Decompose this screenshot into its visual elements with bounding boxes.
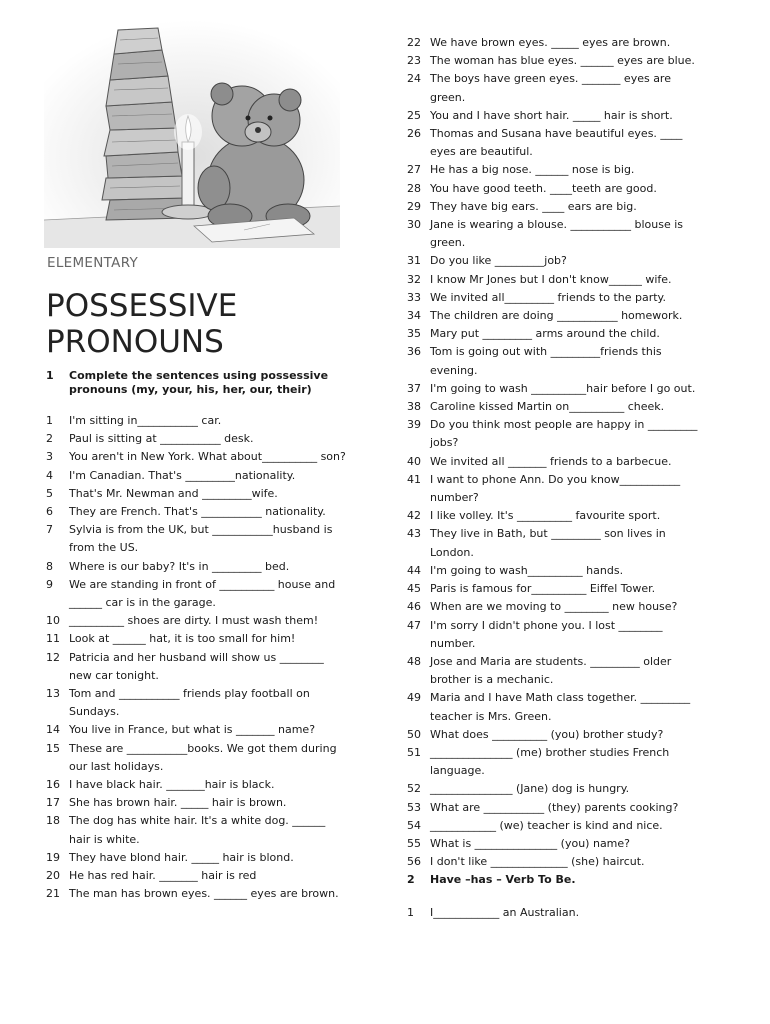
exercise-item <box>407 398 707 416</box>
item-number: 43 <box>407 527 421 541</box>
item-text: Where is our baby? It's in _________ bed. <box>69 559 290 573</box>
item-number: 44 <box>407 563 421 577</box>
item-number: 54 <box>407 818 421 832</box>
item-number: 51 <box>407 745 421 759</box>
item-number: 6 <box>46 505 53 519</box>
exercise-item <box>407 52 707 70</box>
item-text: They are French. That's ___________ nationality. <box>69 505 326 519</box>
item-text: He has red hair. _______ hair is red <box>69 869 257 883</box>
item-text: The woman has blue eyes. ______ eyes are blue. <box>430 54 695 68</box>
item-text: I want to phone Ann. Do you know___________ number? <box>430 472 681 505</box>
exercise-item <box>46 867 346 885</box>
item-text: You live in France, but what is _______ name? <box>69 723 316 737</box>
item-number: 40 <box>407 454 421 468</box>
item-text: Look at ______ hat, it is too small for him! <box>69 632 296 646</box>
exercise-number: 2 <box>407 873 415 887</box>
item-text: _______________ (me) brother studies French language. <box>430 745 670 778</box>
exercise-item <box>407 70 707 106</box>
exercise-item <box>407 289 707 307</box>
item-text: We invited all_________ friends to the party. <box>430 290 666 304</box>
item-text: I'm going to wash__________ hands. <box>430 563 624 577</box>
item-number: 52 <box>407 782 421 796</box>
item-text: The man has brown eyes. ______ eyes are brown. <box>69 887 339 901</box>
item-number: 4 <box>46 468 53 482</box>
exercise-item <box>407 780 707 798</box>
exercise-item <box>407 904 707 922</box>
item-number: 41 <box>407 472 421 486</box>
exercise-item <box>407 34 707 52</box>
exercise-item <box>407 107 707 125</box>
item-text: I don't like ______________ (she) haircut. <box>430 855 645 869</box>
item-text: We invited all _______ friends to a barbecue. <box>430 454 672 468</box>
item-number: 7 <box>46 523 53 537</box>
exercise-1-instruction <box>46 369 346 396</box>
exercise-item <box>46 430 346 448</box>
item-number: 39 <box>407 418 421 432</box>
item-number: 21 <box>46 887 60 901</box>
exercise-item <box>46 885 346 903</box>
exercise-item <box>46 812 346 848</box>
item-text: I____________ an Australian. <box>430 905 580 919</box>
item-text: I like volley. It's __________ favourite sport. <box>430 509 661 523</box>
item-number: 28 <box>407 181 421 195</box>
exercise-heading-text: Have –has – Verb To Be. <box>430 873 576 887</box>
item-text: Jose and Maria are students. _________ older brother is a mechanic. <box>430 654 672 687</box>
exercise-item <box>407 689 707 725</box>
item-number: 56 <box>407 855 421 869</box>
exercise-item <box>407 744 707 780</box>
books-candle-teddy-illustration <box>44 20 340 248</box>
exercise-item <box>407 416 707 452</box>
item-text: She has brown hair. _____ hair is brown. <box>69 796 287 810</box>
exercise-item <box>46 794 346 812</box>
exercise-item <box>407 525 707 561</box>
item-text: __________ shoes are dirty. I must wash them! <box>69 614 319 628</box>
exercise-item <box>407 307 707 325</box>
exercise-number: 1 <box>46 369 54 382</box>
exercise-item <box>46 849 346 867</box>
item-text: What is _______________ (you) name? <box>430 836 631 850</box>
item-text: Tom is going out with _________friends this evening. <box>430 345 662 377</box>
item-number: 36 <box>407 345 421 359</box>
item-text: These are ___________books. We got them during our last holidays. <box>69 741 337 773</box>
item-text: You aren't in New York. What about__________ son? <box>69 450 346 464</box>
item-number: 48 <box>407 654 421 668</box>
item-number: 20 <box>46 869 60 883</box>
item-text: Tom and ___________ friends play football on Sundays. <box>69 687 310 719</box>
item-number: 42 <box>407 509 421 523</box>
exercise-item <box>407 216 707 252</box>
title-line-1: POSSESSIVE <box>46 288 238 324</box>
item-number: 18 <box>46 814 60 828</box>
item-number: 46 <box>407 600 421 614</box>
exercise-item <box>46 612 346 630</box>
item-text: That's Mr. Newman and _________wife. <box>69 486 278 500</box>
exercise-item <box>407 453 707 471</box>
item-number: 23 <box>407 54 421 68</box>
item-number: 29 <box>407 199 421 213</box>
item-number: 30 <box>407 218 421 232</box>
exercise-item <box>407 125 707 161</box>
item-number: 17 <box>46 796 60 810</box>
item-number: 33 <box>407 290 421 304</box>
exercise-item <box>407 580 707 598</box>
item-number: 11 <box>46 632 60 646</box>
level-label: ELEMENTARY <box>47 255 139 271</box>
exercise-item <box>407 653 707 689</box>
item-text: Do you like _________job? <box>430 254 567 268</box>
exercise-2-heading <box>407 871 707 889</box>
exercise-item <box>407 562 707 580</box>
exercise-item <box>407 726 707 744</box>
exercise-item <box>407 198 707 216</box>
item-text: Jane is wearing a blouse. ___________ blouse is green. <box>430 218 684 250</box>
exercise-item <box>407 380 707 398</box>
item-text: Maria and I have Math class together. _________ teacher is Mrs. Green. <box>430 691 691 723</box>
item-number: 55 <box>407 836 421 850</box>
exercise-list-left <box>46 412 346 903</box>
item-text: He has a big nose. ______ nose is big. <box>430 163 635 177</box>
item-text: When are we moving to ________ new house? <box>430 600 678 614</box>
exercise-item <box>407 835 707 853</box>
item-number: 13 <box>46 687 60 701</box>
page-title <box>46 288 237 360</box>
exercise-item <box>407 799 707 817</box>
exercise-item <box>46 576 346 612</box>
item-number: 47 <box>407 618 421 632</box>
item-number: 16 <box>46 778 60 792</box>
item-number: 1 <box>46 414 53 427</box>
item-number: 45 <box>407 582 421 596</box>
item-number: 27 <box>407 163 421 177</box>
item-text: We are standing in front of __________ house and ______ car is in the garage. <box>69 577 336 610</box>
item-text: They have blond hair. _____ hair is blond. <box>69 850 294 864</box>
item-number: 35 <box>407 327 421 341</box>
item-number: 9 <box>46 577 53 591</box>
item-text: Do you think most people are happy in _________ jobs? <box>430 418 698 450</box>
exercise-item <box>46 740 346 776</box>
item-text: ____________ (we) teacher is kind and nice. <box>430 818 663 832</box>
item-number: 10 <box>46 614 60 628</box>
item-number: 34 <box>407 309 421 323</box>
item-number: 53 <box>407 800 421 814</box>
item-number: 22 <box>407 36 421 49</box>
exercise-item <box>407 617 707 653</box>
exercise-list-right <box>407 34 707 922</box>
exercise-item <box>407 180 707 198</box>
exercise-item <box>46 776 346 794</box>
item-number: 50 <box>407 727 421 741</box>
exercise-item <box>407 598 707 616</box>
item-text: The children are doing ___________ homework. <box>430 309 683 323</box>
item-text: They have big ears. ____ ears are big. <box>430 199 637 213</box>
exercise-item <box>407 507 707 525</box>
exercise-item <box>46 485 346 503</box>
item-text: Patricia and her husband will show us ________ new car tonight. <box>69 650 324 682</box>
item-number: 8 <box>46 559 53 573</box>
exercise-item <box>407 817 707 835</box>
item-text: They live in Bath, but _________ son lives in London. <box>430 527 666 559</box>
item-text: You have good teeth. ____teeth are good. <box>430 181 657 195</box>
item-number: 31 <box>407 254 421 268</box>
item-text: Mary put _________ arms around the child. <box>430 327 660 341</box>
item-text: The boys have green eyes. _______ eyes are green. <box>430 72 671 104</box>
exercise-item <box>46 630 346 648</box>
title-line-2: PRONOUNS <box>46 324 224 360</box>
item-number: 26 <box>407 127 421 141</box>
item-text: What are ___________ (they) parents cooking? <box>430 800 679 814</box>
exercise-item <box>46 558 346 576</box>
item-number: 19 <box>46 850 60 864</box>
item-number: 2 <box>46 432 53 446</box>
item-text: Sylvia is from the UK, but ___________husband is from the US. <box>69 523 333 555</box>
item-number: 25 <box>407 108 421 122</box>
exercise-item <box>46 448 346 466</box>
item-text: Caroline kissed Martin on__________ cheek. <box>430 400 665 414</box>
item-text: I'm sorry I didn't phone you. I lost ________ number. <box>430 618 663 650</box>
exercise-item <box>46 503 346 521</box>
item-text: We have brown eyes. _____ eyes are brown. <box>430 36 671 49</box>
item-text: _______________ (Jane) dog is hungry. <box>430 782 630 796</box>
item-text: The dog has white hair. It's a white dog. ______ hair is white. <box>69 814 326 846</box>
exercise-item <box>46 521 346 557</box>
item-number: 15 <box>46 741 60 755</box>
item-text: I have black hair. _______hair is black. <box>69 778 275 792</box>
item-number: 37 <box>407 381 421 395</box>
exercise-item <box>46 467 346 485</box>
exercise-item <box>46 721 346 739</box>
exercise-item <box>407 252 707 270</box>
exercise-item <box>407 853 707 871</box>
exercise-item <box>46 685 346 721</box>
item-text: Thomas and Susana have beautiful eyes. ____ eyes are beautiful. <box>430 127 683 159</box>
exercise-item <box>407 343 707 379</box>
exercise-item <box>46 412 346 430</box>
item-text: I'm Canadian. That's _________nationality. <box>69 468 296 482</box>
item-text: What does __________ (you) brother study? <box>430 727 664 741</box>
item-text: Paul is sitting at ___________ desk. <box>69 432 254 446</box>
item-text: I know Mr Jones but I don't know______ wife. <box>430 272 672 286</box>
item-number: 12 <box>46 650 60 664</box>
exercise-item <box>407 471 707 507</box>
item-number: 24 <box>407 72 421 86</box>
exercise-item <box>46 649 346 685</box>
item-text: I'm going to wash __________hair before I go out. <box>430 381 696 395</box>
item-number: 5 <box>46 486 53 500</box>
item-text: Paris is famous for__________ Eiffel Tower. <box>430 582 656 596</box>
item-number: 3 <box>46 450 53 464</box>
item-text: You and I have short hair. _____ hair is short. <box>430 108 673 122</box>
item-number: 49 <box>407 691 421 705</box>
exercise-item <box>407 271 707 289</box>
exercise-item <box>407 325 707 343</box>
exercise-item <box>407 161 707 179</box>
item-number: 14 <box>46 723 60 737</box>
item-number: 32 <box>407 272 421 286</box>
item-number: 1 <box>407 905 414 919</box>
item-number: 38 <box>407 400 421 414</box>
item-text: I'm sitting in___________ car. <box>69 414 222 427</box>
instruction-text: Complete the sentences using possessive pronouns (my, your, his, her, our, their) <box>69 369 329 396</box>
